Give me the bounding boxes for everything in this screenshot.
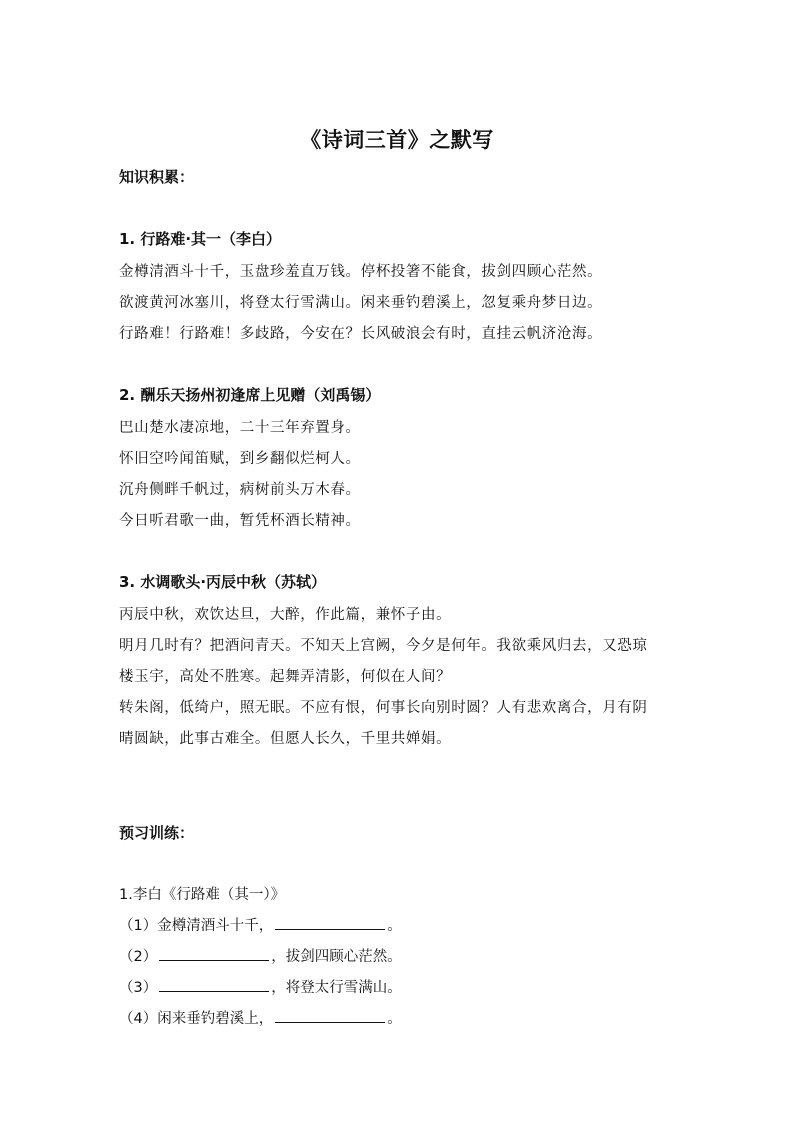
- poem-line: 怀旧空吟闻笛赋，到乡翻似烂柯人。: [119, 451, 361, 467]
- poem-line: 明月几时有？把酒问青天。不知天上宫阙，今夕是何年。我欲乘风归去，又恐琼: [119, 638, 648, 654]
- exercise-item-2: [119, 945, 402, 966]
- knowledge-label: 知识积累：: [119, 168, 195, 186]
- poem-line: 巴山楚水凄凉地，二十三年弃置身。: [119, 420, 361, 436]
- document-title: 《诗词三首》之默写: [300, 127, 494, 152]
- answer-blank[interactable]: [159, 979, 269, 992]
- section-heading-2: 2. 酬乐天扬州初逢席上见赠（刘禹锡）: [119, 386, 381, 404]
- item-number: （3）: [119, 980, 158, 996]
- poem-line: 欲渡黄河冰塞川，将登太行雪满山。闲来垂钓碧溪上，忽复乘舟梦日边。: [119, 295, 603, 311]
- item-suffix: 。: [387, 918, 402, 934]
- answer-blank[interactable]: [275, 1010, 385, 1023]
- item-number: （2）: [119, 949, 158, 965]
- item-suffix: 。: [387, 1011, 402, 1027]
- exercise-item-3: [119, 976, 402, 997]
- item-number: （4）: [119, 1011, 158, 1027]
- poem-line: 今日听君歌一曲，暂凭杯酒长精神。: [119, 513, 361, 529]
- exercise-item-4: [119, 1007, 402, 1028]
- exercise-heading: 1.李白《行路难（其一）》: [119, 887, 286, 903]
- item-prefix: 金樽清酒斗十千，: [157, 918, 274, 934]
- answer-blank[interactable]: [275, 917, 385, 930]
- answer-blank[interactable]: [159, 948, 269, 961]
- poem-line: 丙辰中秋，欢饮达旦，大醉，作此篇，兼怀子由。: [119, 607, 452, 623]
- exercise-item-1: [119, 914, 402, 935]
- poem-line: 转朱阁，低绮户，照无眠。不应有恨，何事长向别时圆？人有悲欢离合，月有阴: [119, 700, 648, 716]
- item-suffix: ，拔剑四顾心茫然。: [271, 949, 402, 965]
- item-prefix: 闲来垂钓碧溪上，: [157, 1011, 274, 1027]
- section-heading-3: 3. 水调歌头·丙辰中秋（苏轼）: [119, 573, 327, 591]
- poem-line: 行路难！行路难！多歧路，今安在？长风破浪会有时，直挂云帆济沧海。: [119, 326, 603, 342]
- item-number: （1）: [119, 918, 158, 934]
- poem-line: 楼玉宇，高处不胜寒。起舞弄清影，何似在人间？: [119, 669, 452, 685]
- item-suffix: ，将登太行雪满山。: [271, 980, 402, 996]
- section-heading-1: 1. 行路难·其一（李白）: [119, 230, 282, 248]
- poem-line: 晴圆缺，此事古难全。但愿人长久，千里共婵娟。: [119, 731, 452, 747]
- poem-line: 沉舟侧畔千帆过，病树前头万木春。: [119, 482, 361, 498]
- practice-label: 预习训练：: [119, 824, 195, 842]
- poem-line: 金樽清酒斗十千，玉盘珍羞直万钱。停杯投箸不能食，拔剑四顾心茫然。: [119, 264, 603, 280]
